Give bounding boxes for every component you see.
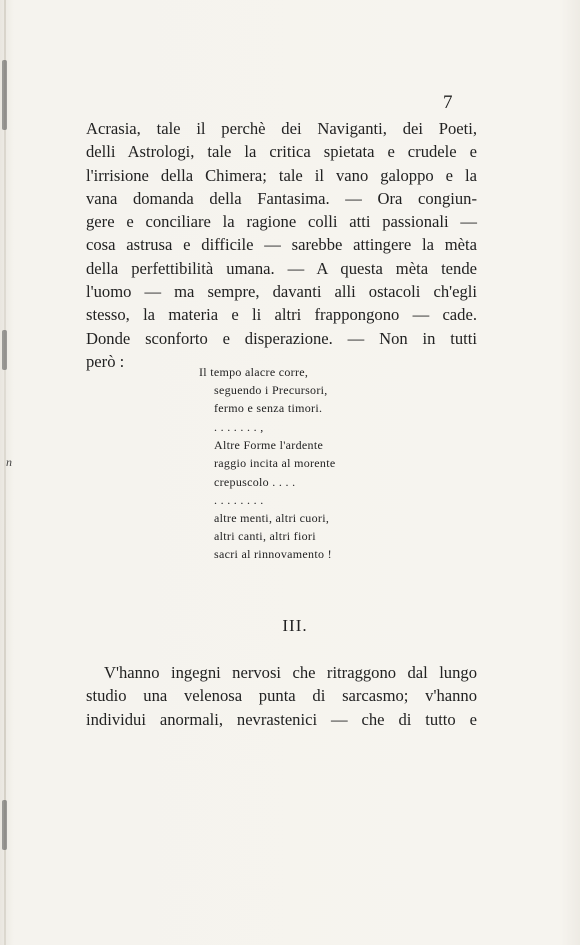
text-line: individui anormali, nevrastenici — che di tutto e [86,709,477,729]
text-line: V'hanno ingegni nervosi che ritraggono dal lungo [104,663,477,682]
verse-stanza-1 [199,363,328,418]
section-heading: III. [282,616,308,635]
text-line: Acrasia, tale il perchè dei Naviganti, dei Poeti, [86,119,477,138]
binding-shadow-mark [2,330,7,370]
margin-note: n [6,455,12,469]
text-line: l'irrisione della Chimera; tale il vano galoppo e la [86,165,477,185]
text-line: l'uomo — ma sempre, davanti alli ostacoli ch'egli [86,282,477,302]
binding-shadow-mark [2,60,7,130]
text-line: della perfettibilità umana. — A questa mèta tende [86,258,477,278]
text-line: cosa astrusa e difficile — sarebbe attingere la mèta [86,235,477,255]
verse-line: seguendo i Precursori, [214,383,328,398]
text-line: studio una velenosa punta di sarcasmo; v'hanno [86,686,477,706]
verse-line: Altre Forme l'ardente [214,438,324,453]
verse-line: Il tempo alacre corre, [199,365,309,379]
binding-shadow-mark [2,800,7,850]
text-line: gere e conciliare la ragione colli atti passionali — [86,212,477,232]
verse-line: altre menti, altri cuori, [214,510,330,525]
verse-line: fermo e senza timori. [214,401,323,416]
page-number: 7 [443,92,453,113]
verse-ellipsis: . . . . . . . , [214,420,264,434]
verse-line: sacri al rinnovamento ! [214,547,332,562]
verse-stanza-2-3 [214,418,336,564]
text-line: vana domanda della Fantasima. — Ora congiun- [86,188,477,208]
verse-line: altri canti, altri fiori [214,529,316,544]
text-line: però : [86,351,125,371]
text-line: delli Astrologi, tale la critica spietata e crudele e [86,142,477,162]
text-line: Donde sconforto e disperazione. — Non in tutti [86,328,477,348]
text-line: stesso, la materia e li altri frappongono — cade. [86,305,477,325]
verse-line: crepuscolo . . . . [214,474,296,489]
paragraph-1 [86,117,477,373]
paragraph-2 [86,661,477,731]
verse-line: raggio incita al morente [214,456,336,471]
verse-ellipsis: . . . . . . . . [214,492,264,507]
